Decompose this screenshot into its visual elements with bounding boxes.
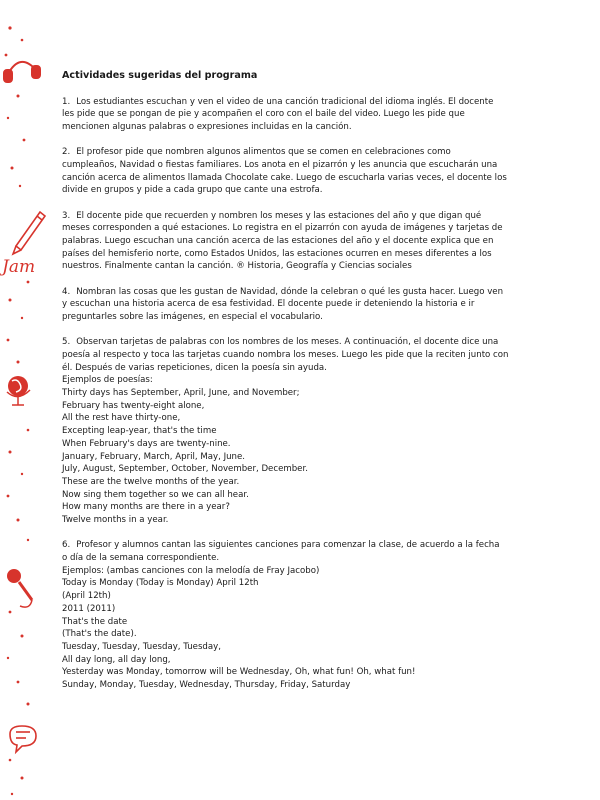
paragraph-line — [62, 628, 542, 641]
line-text: All day long, all day long, — [62, 654, 171, 665]
paragraph-line — [62, 501, 542, 514]
paragraph-line — [62, 425, 542, 438]
line-text: When February's days are twenty-nine. — [62, 438, 231, 449]
line-text: Los estudiantes escuchan y ven el video de una canción tradicional del idioma inglés. El docente — [76, 96, 494, 107]
line-text: Now sing them together so we can all hear. — [62, 489, 249, 500]
activity-paragraph — [62, 539, 542, 691]
paragraph-line — [62, 577, 542, 590]
line-text: países del hemisferio norte, como Estados Unidos, las estaciones ocurren en meses diferentes a los — [62, 248, 492, 259]
paragraph-line — [62, 463, 542, 476]
speech-bubble-icon — [10, 726, 36, 752]
line-text: All the rest have thirty-one, — [62, 413, 181, 424]
paragraph-line — [62, 679, 542, 692]
document-body — [62, 70, 542, 704]
paragraph-line — [62, 374, 542, 387]
paragraph-line — [62, 260, 542, 273]
paragraph-number: 5. — [62, 337, 71, 348]
margin-decoration — [0, 0, 50, 800]
paragraph-line — [62, 565, 542, 578]
paragraph-line — [62, 311, 542, 324]
line-text: How many months are there in a year? — [62, 502, 230, 513]
paragraph-line — [62, 476, 542, 489]
paragraph-line — [62, 451, 542, 464]
line-text: Twelve months in a year. — [62, 515, 169, 526]
paragraph-number: 6. — [62, 540, 71, 551]
line-text: preguntarles sobre las imágenes, en especial el vocabulario. — [62, 312, 323, 323]
paragraph-line — [62, 438, 542, 451]
microphone-icon — [7, 569, 32, 607]
line-text: Thirty days has September, April, June, and November; — [62, 388, 300, 399]
line-text: 2011 (2011) — [62, 603, 116, 614]
line-text: Sunday, Monday, Tuesday, Wednesday, Thursday, Friday, Saturday — [62, 680, 351, 691]
paragraph-line — [62, 616, 542, 629]
paragraph-line — [62, 539, 542, 552]
document-title: Actividades sugeridas del programa — [62, 70, 258, 81]
paragraph-line — [62, 641, 542, 654]
jam-text-icon: Jam — [2, 257, 36, 277]
line-text: Today is Monday (Today is Monday) April 12th — [62, 578, 259, 589]
paragraph-line — [62, 336, 542, 349]
line-text: Yesterday was Monday, tomorrow will be Wednesday, Oh, what fun! Oh, what fun! — [62, 667, 416, 678]
paragraph-line — [62, 603, 542, 616]
paragraph-line — [62, 222, 542, 235]
paragraph-line — [62, 412, 542, 425]
line-text: meses corresponden a qué estaciones. Lo registra en el pizarrón con ayuda de imágenes y tarjetas de — [62, 223, 503, 234]
paragraph-line — [62, 400, 542, 413]
paragraph-line — [62, 286, 542, 299]
line-text: (That's the date). — [62, 629, 137, 640]
line-text: palabras. Luego escuchan una canción acerca de las estaciones del año y el docente explica que en — [62, 236, 494, 247]
activity-paragraph — [62, 336, 542, 527]
line-text: (April 12th) — [62, 591, 111, 602]
paragraph-line — [62, 514, 542, 527]
line-text: divide en grupos y pide a cada grupo que cante una estrofa. — [62, 185, 323, 196]
activity-paragraph — [62, 146, 542, 197]
pencil-icon — [13, 212, 45, 254]
line-text: That's the date — [62, 616, 128, 627]
line-text: nuestros. Finalmente cantan la canción. ® Historia, Geografía y Ciencias sociales — [62, 261, 412, 272]
paragraph-line — [62, 298, 542, 311]
activity-paragraph — [62, 210, 542, 274]
paragraph-line — [62, 590, 542, 603]
line-text: El docente pide que recuerden y nombren los meses y las estaciones del año y que digan qué — [76, 210, 482, 221]
line-text: él. Después de varias repeticiones, dicen la poesía sin ayuda. — [62, 362, 327, 373]
line-text: cumpleaños, Navidad o fiestas familiares. Los anota en el pizarrón y les anuncia que escucharán una — [62, 160, 498, 171]
paragraph-line — [62, 666, 542, 679]
paragraph-line — [62, 362, 542, 375]
line-text: y escuchan una historia acerca de esa festividad. El docente puede ir deteniendo la historia e ir — [62, 299, 475, 310]
line-text: mencionen algunas palabras o expresiones incluidas en la canción. — [62, 122, 352, 133]
paragraph-number: 2. — [62, 147, 71, 158]
paragraph-line — [62, 146, 542, 159]
paragraph-line — [62, 121, 542, 134]
line-text: canción acerca de alimentos llamada Chocolate cake. Luego de escucharla varias veces, el docente los — [62, 172, 507, 183]
line-text: poesía al respecto y toca las tarjetas cuando nombra los meses. Luego les pide que la reciten junto con — [62, 349, 509, 360]
line-text: les pide que se pongan de pie y acompañen el coro con el baile del video. Luego les pide que — [62, 109, 465, 120]
line-text: These are the twelve months of the year. — [62, 476, 240, 487]
line-text: January, February, March, April, May, June. — [62, 451, 246, 462]
paragraph-line — [62, 387, 542, 400]
line-text: El profesor pide que nombren algunos alimentos que se comen en celebraciones como — [76, 147, 451, 158]
paragraph-line — [62, 210, 542, 223]
paragraph-line — [62, 552, 542, 565]
line-text: Profesor y alumnos cantan las siguientes canciones para comenzar la clase, de acuerdo a la fecha — [76, 540, 500, 551]
activity-paragraph — [62, 96, 542, 134]
paragraph-line — [62, 654, 542, 667]
line-text: Observan tarjetas de palabras con los nombres de los meses. A continuación, el docente dice una — [76, 337, 499, 348]
paragraph-line — [62, 349, 542, 362]
paragraph-line — [62, 489, 542, 502]
line-text: Ejemplos de poesías: — [62, 375, 153, 386]
line-text: o día de la semana correspondiente. — [62, 553, 220, 563]
paragraph-number: 3. — [62, 210, 71, 221]
activity-paragraph — [62, 286, 542, 324]
paragraph-number: 1. — [62, 96, 71, 107]
line-text: Ejemplos: (ambas canciones con la melodía de Fray Jacobo) — [62, 565, 320, 576]
paragraph-line — [62, 172, 542, 185]
paragraph-line — [62, 184, 542, 197]
paragraph-line — [62, 248, 542, 261]
paragraph-number: 4. — [62, 286, 71, 297]
paragraph-line — [62, 96, 542, 109]
line-text: Excepting leap-year, that's the time — [62, 426, 217, 437]
line-text: July, August, September, October, November, December. — [62, 464, 308, 475]
paragraph-line — [62, 108, 542, 121]
paragraph-line — [62, 159, 542, 172]
line-text: Nombran las cosas que les gustan de Navidad, dónde la celebran o qué les gusta hacer. Luego ven — [76, 286, 504, 297]
headphones-icon — [4, 62, 40, 82]
paragraph-line — [62, 235, 542, 248]
line-text: February has twenty-eight alone, — [62, 400, 205, 411]
activity-list — [62, 96, 542, 692]
line-text: Tuesday, Tuesday, Tuesday, Tuesday, — [62, 641, 221, 652]
globe-icon — [7, 376, 30, 405]
